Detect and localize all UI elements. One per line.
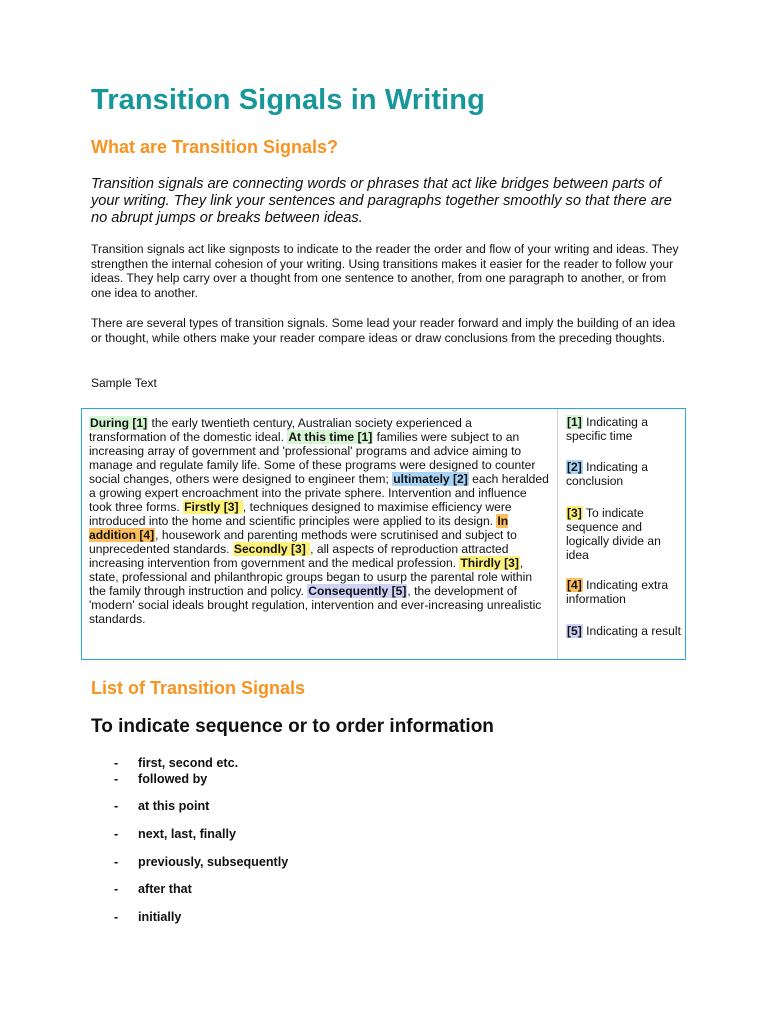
section-heading-what-are: What are Transition Signals? <box>91 137 339 157</box>
list-item <box>114 882 192 896</box>
legend-description: To indicate sequence and logically divide an idea <box>566 506 661 562</box>
legend-number: [3] <box>567 506 582 520</box>
sample-text-run: , all aspects of reproduction attracted increasing intervention from government and the medical profession. <box>89 542 509 570</box>
list-item-text: next, last, finally <box>138 827 236 841</box>
transition-highlight: ultimately [2] <box>393 472 468 486</box>
sample-text-run: , techniques designed to maximise efficiency were introduced into the home and scientific principles were applied to its design. <box>89 500 512 528</box>
sample-column-divider <box>557 409 558 659</box>
legend-item <box>566 578 681 606</box>
legend-item <box>566 415 681 443</box>
legend-description: Indicating a conclusion <box>566 460 648 488</box>
transition-highlight: Thirdly [3] <box>460 556 519 570</box>
list-item-text: followed by <box>138 772 208 786</box>
legend-item <box>566 460 681 488</box>
body-paragraph-2: There are several types of transition signals. Some lead your reader forward and imply the building of an idea or thought, while others make your reader compare ideas or draw conclusions from the preceding thoughts. <box>91 316 676 345</box>
list-item-text: at this point <box>138 799 210 813</box>
legend-description: Indicating a specific time <box>566 415 648 443</box>
legend-item <box>566 624 681 638</box>
subsection-heading-sequence: To indicate sequence or to order information <box>91 716 494 737</box>
sample-text-run: each heralded a growing expert encroachment into the private sphere. Intervention and influence took three forms. <box>89 472 549 514</box>
list-item-text: previously, subsequently <box>138 855 289 869</box>
list-item <box>114 827 236 841</box>
transition-highlight: Firstly [3] <box>184 500 242 514</box>
sample-text-run: the early twentieth century, Australian society experienced a transformation of the domestic ideal. <box>89 416 472 444</box>
list-item-text: initially <box>138 910 182 924</box>
list-item <box>114 910 181 924</box>
legend-number: [2] <box>567 460 582 474</box>
list-item <box>114 855 288 869</box>
legend-item <box>566 506 681 562</box>
legend-number: [5] <box>567 624 582 638</box>
list-item <box>114 756 238 770</box>
sample-text-run: , housework and parenting methods were scrutinised and subject to unprecedented standards. <box>89 528 517 556</box>
list-item-text: after that <box>138 882 192 896</box>
intro-paragraph: Transition signals are connecting words or phrases that act like bridges between parts of your writing. They link your sentences and paragraphs together smoothly so that there are no abrupt jumps or breaks between ideas. <box>91 176 672 226</box>
page-title: Transition Signals in Writing <box>91 84 485 116</box>
list-bullet: - <box>114 910 119 924</box>
list-item-text: first, second etc. <box>138 756 239 770</box>
sample-text-label: Sample Text <box>91 376 157 390</box>
sample-text-run: , the development of 'modern' social ideals brought regulation, intervention and ever-increasing unrealistic standards. <box>89 584 542 626</box>
list-bullet: - <box>114 799 119 813</box>
sample-text-run: , state, professional and philanthropic groups began to usurp the parental role within the family through instruction and policy. <box>89 556 533 598</box>
transition-highlight: In addition [4] <box>89 514 509 542</box>
list-bullet: - <box>114 827 119 841</box>
legend-number: [1] <box>567 415 582 429</box>
list-bullet: - <box>114 756 119 770</box>
list-bullet: - <box>114 882 119 896</box>
transition-highlight: During [1] <box>90 416 148 430</box>
legend-number: [4] <box>567 578 582 592</box>
transition-highlight: Secondly [3] <box>233 542 310 556</box>
list-bullet: - <box>114 855 119 869</box>
section-heading-list: List of Transition Signals <box>91 678 306 698</box>
sample-text-body <box>89 416 551 626</box>
legend-description: Indicating a result <box>582 624 681 638</box>
sample-text-run: families were subject to an increasing array of government and 'professional' programs and advice aiming to manage and regulate family life. Some of these programs were designed to counter social changes, others were designed to engineer them; <box>89 430 536 486</box>
transition-highlight: Consequently [5] <box>308 584 407 598</box>
list-item <box>114 772 207 786</box>
transition-highlight: At this time [1] <box>288 430 373 444</box>
legend-description: Indicating extra information <box>566 578 669 606</box>
list-bullet: - <box>114 772 119 786</box>
body-paragraph-1: Transition signals act like signposts to indicate to the reader the order and flow of your writing and ideas. They strengthen the internal cohesion of your writing. Using transitions makes it easier for the reader to follow your ideas. They help carry over a thought from one sentence to another, from one paragraph to another, or from one idea to another. <box>91 242 679 300</box>
list-item <box>114 799 209 813</box>
